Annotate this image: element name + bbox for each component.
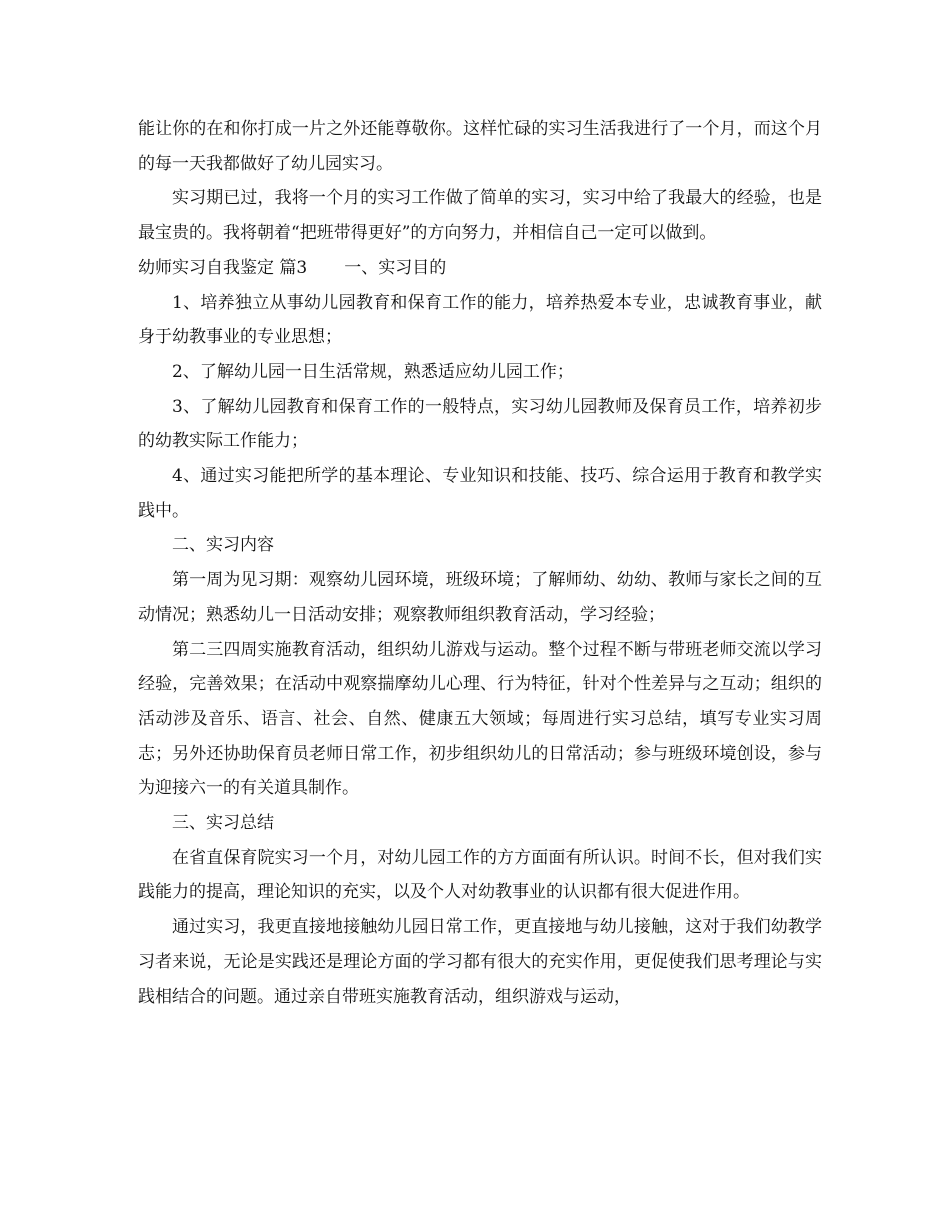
list-item-goal-1: 1、培养独立从事幼儿园教育和保育工作的能力，培养热爱本专业，忠诚教育事业，献身于幼教事业的专业思想； [138,292,822,348]
paragraph-conclusion: 实习期已过，我将一个月的实习工作做了简单的实习，实习中给了我最大的经验，也是最宝贵的。我将朝着“把班带得更好”的方向努力，并相信自己一定可以做到。 [138,188,822,244]
paragraph-summary-1: 在省直保育院实习一个月，对幼儿园工作的方方面面有所认识。时间不长，但对我们实践能力的提高，理论知识的充实，以及个人对幼教事业的认识都有很大促进作用。 [138,847,822,903]
list-item-goal-2: 2、了解幼儿园一日生活常规，熟悉适应幼儿园工作； [172,361,574,382]
paragraph-content-week1: 第一周为见习期：观察幼儿园环境，班级环境；了解师幼、幼幼、教师与家长之间的互动情况；熟悉幼儿一日活动安排；观察教师组织教育活动，学习经验； [138,570,822,625]
section-heading-content: 二、实习内容 [172,535,274,556]
section-heading-summary: 三、实习总结 [172,813,274,834]
paragraph-content-weeks: 第二三四周实施教育活动，组织幼儿游戏与运动。整个过程不断与带班老师交流以学习经验，完善效果；在活动中观察揣摩幼儿心理、行为特征，针对个性差异与之互动；组织的活动涉及音乐、语言、社会、自然、健康五大领域；每周进行实习总结，填写专业实习周志；另外还协助保育员老师日常工作，初步组织幼儿的日常活动；参与班级环境创设，参与为迎接六一的有关道具制作。 [138,639,822,799]
paragraph-continued: 能让你的在和你打成一片之外还能尊敬你。这样忙碌的实习生活我进行了一个月，而这个月的每一天我都做好了幼儿园实习。 [138,119,822,174]
section-subtitle: 一、实习目的 [344,257,447,278]
list-item-goal-4: 4、通过实习能把所学的基本理论、专业知识和技能、技巧、综合运用于教育和教学实践中。 [138,466,822,521]
section-title: 幼师实习自我鉴定 篇3 [138,257,308,278]
heading-gap [307,251,344,286]
section-heading-line [138,251,822,286]
document-body [138,112,822,1014]
paragraph-summary-2: 通过实习，我更直接地接触幼儿园日常工作，更直接地与幼儿接触，这对于我们幼教学习者来说，无论是实践还是理论方面的学习都有很大的充实作用，更促使我们思考理论与实践相结合的问题。通过亲自带班实施教育活动，组织游戏与运动， [138,917,822,1007]
list-item-goal-3: 3、了解幼儿园教育和保育工作的一般特点，实习幼儿园教师及保育员工作，培养初步的幼教实际工作能力； [138,396,822,452]
